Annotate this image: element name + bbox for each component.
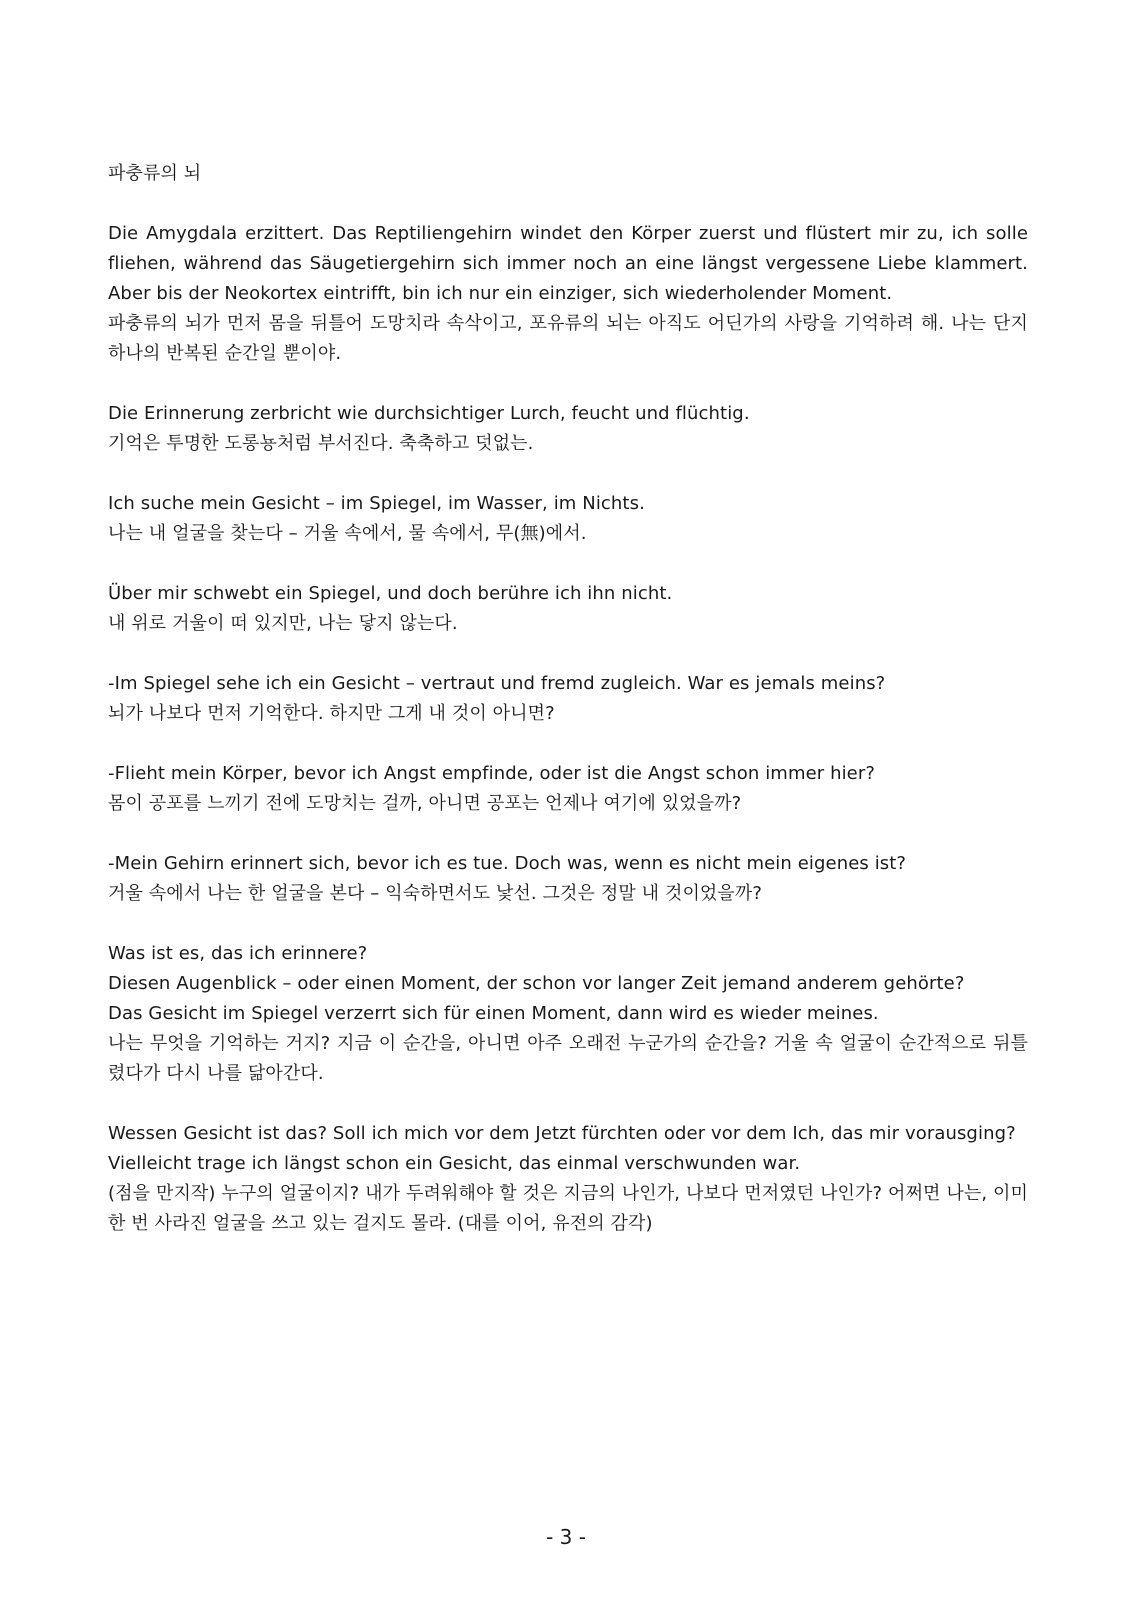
- paragraph-line: Die Erinnerung zerbricht wie durchsichtiger Lurch, feucht und flüchtig.: [108, 403, 750, 424]
- paragraph-9: [108, 1119, 1028, 1239]
- paragraph-line: 나는 무엇을 기억하는 거지? 지금 이 순간을, 아니면 아주 오래전 누군가의 순간을? 거울 속 얼굴이 순간적으로 뒤틀렸다가 다시 나를 닮아간다.: [108, 1033, 1028, 1084]
- paragraph-7: [108, 849, 1028, 909]
- paragraph-4: [108, 579, 1028, 639]
- paragraph-3: [108, 489, 1028, 549]
- paragraph-line: 파충류의 뇌가 먼저 몸을 뒤틀어 도망치라 속삭이고, 포유류의 뇌는 아직도 어딘가의 사랑을 기억하려 해. 나는 단지 하나의 반복된 순간일 뿐이야.: [108, 313, 1028, 364]
- paragraph-line: -Mein Gehirn erinnert sich, bevor ich es tue. Doch was, wenn es nicht mein eigenes ist?: [108, 853, 907, 874]
- paragraph-line: 내 위로 거울이 떠 있지만, 나는 닿지 않는다.: [108, 613, 458, 634]
- paragraph-line: 뇌가 나보다 먼저 기억한다. 하지만 그게 내 것이 아니면?: [108, 703, 555, 724]
- paragraph-6: [108, 759, 1028, 819]
- paragraph-line: Über mir schwebt ein Spiegel, und doch berühre ich ihn nicht.: [108, 583, 673, 604]
- paragraph-line: Das Gesicht im Spiegel verzerrt sich für einen Moment, dann wird es wieder meines.: [108, 1003, 879, 1024]
- document-body: [108, 159, 1028, 1269]
- paragraph-8: [108, 939, 1028, 1089]
- paragraph-line: Vielleicht trage ich längst schon ein Gesicht, das einmal verschwunden war.: [108, 1153, 801, 1174]
- paragraph-2: [108, 399, 1028, 459]
- paragraph-line: (점을 만지작) 누구의 얼굴이지? 내가 두려워해야 할 것은 지금의 나인가, 나보다 먼저였던 나인가? 어쩌면 나는, 이미 한 번 사라진 얼굴을 쓰고 있는 걸지도 몰라. (대를 이어, 유전의 감각): [108, 1183, 1028, 1234]
- paragraph-line: Was ist es, das ich erinnere?: [108, 943, 368, 964]
- paragraph-line: Diesen Augenblick – oder einen Moment, der schon vor langer Zeit jemand anderem gehörte?: [108, 973, 965, 994]
- paragraph-line: Wessen Gesicht ist das? Soll ich mich vor dem Jetzt fürchten oder vor dem Ich, das mir vorausging?: [108, 1123, 1016, 1144]
- page-number: - 3 -: [546, 1525, 586, 1549]
- paragraph-line: Ich suche mein Gesicht – im Spiegel, im Wasser, im Nichts.: [108, 493, 645, 514]
- paragraph-line: 나는 내 얼굴을 찾는다 – 거울 속에서, 물 속에서, 무(無)에서.: [108, 523, 587, 544]
- paragraph-1: [108, 219, 1028, 369]
- paragraph-line: 기억은 투명한 도롱뇽처럼 부서진다. 축축하고 덧없는.: [108, 433, 534, 454]
- document-title: 파충류의 뇌: [108, 163, 202, 184]
- paragraph-line: Die Amygdala erzittert. Das Reptiliengehirn windet den Körper zuerst und flüstert mir zu, ich solle fliehen, während das Säugetiergehirn sich immer noch an eine längst vergessene Liebe klammert. Aber bis der Neokortex eintrifft, bin ich nur ein einziger, sich wiederholender Moment.: [108, 223, 1028, 304]
- paragraph-line: 거울 속에서 나는 한 얼굴을 본다 – 익숙하면서도 낯선. 그것은 정말 내 것이었을까?: [108, 883, 763, 904]
- paragraph-line: -Im Spiegel sehe ich ein Gesicht – vertraut und fremd zugleich. War es jemals meins?: [108, 673, 886, 694]
- paragraph-line: 몸이 공포를 느끼기 전에 도망치는 걸까, 아니면 공포는 언제나 여기에 있었을까?: [108, 793, 742, 814]
- paragraph-5: [108, 669, 1028, 729]
- paragraph-line: -Flieht mein Körper, bevor ich Angst empfinde, oder ist die Angst schon immer hier?: [108, 763, 876, 784]
